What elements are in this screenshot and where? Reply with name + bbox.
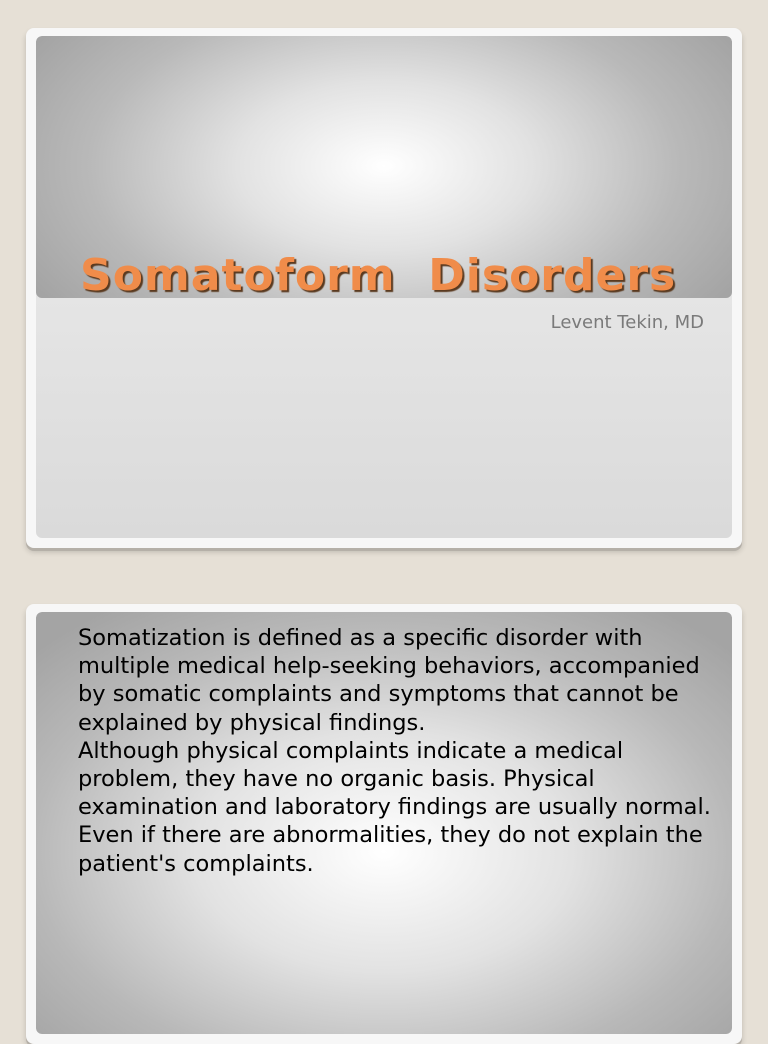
body-text (78, 624, 728, 878)
content-slide[interactable] (26, 604, 742, 1044)
slide-subtitle: Levent Tekin, MD (550, 312, 704, 333)
paragraph: Somatization is defined as a specific disorder with multiple medical help-seeking behaviors, accompanied by somatic complaints and symptoms that cannot be explained by physical findings. (78, 625, 700, 736)
paragraph: Although physical complaints indicate a medical problem, they have no organic basis. Physical examination and laboratory findings are usually normal. Even if there are abnormalities, they do not explain the patient's complaints. (78, 737, 711, 877)
slide-title: Somatoform Disorders (80, 250, 677, 301)
content-slide-content (36, 612, 732, 1034)
title-slide-content (36, 36, 732, 538)
title-slide[interactable] (26, 28, 742, 548)
